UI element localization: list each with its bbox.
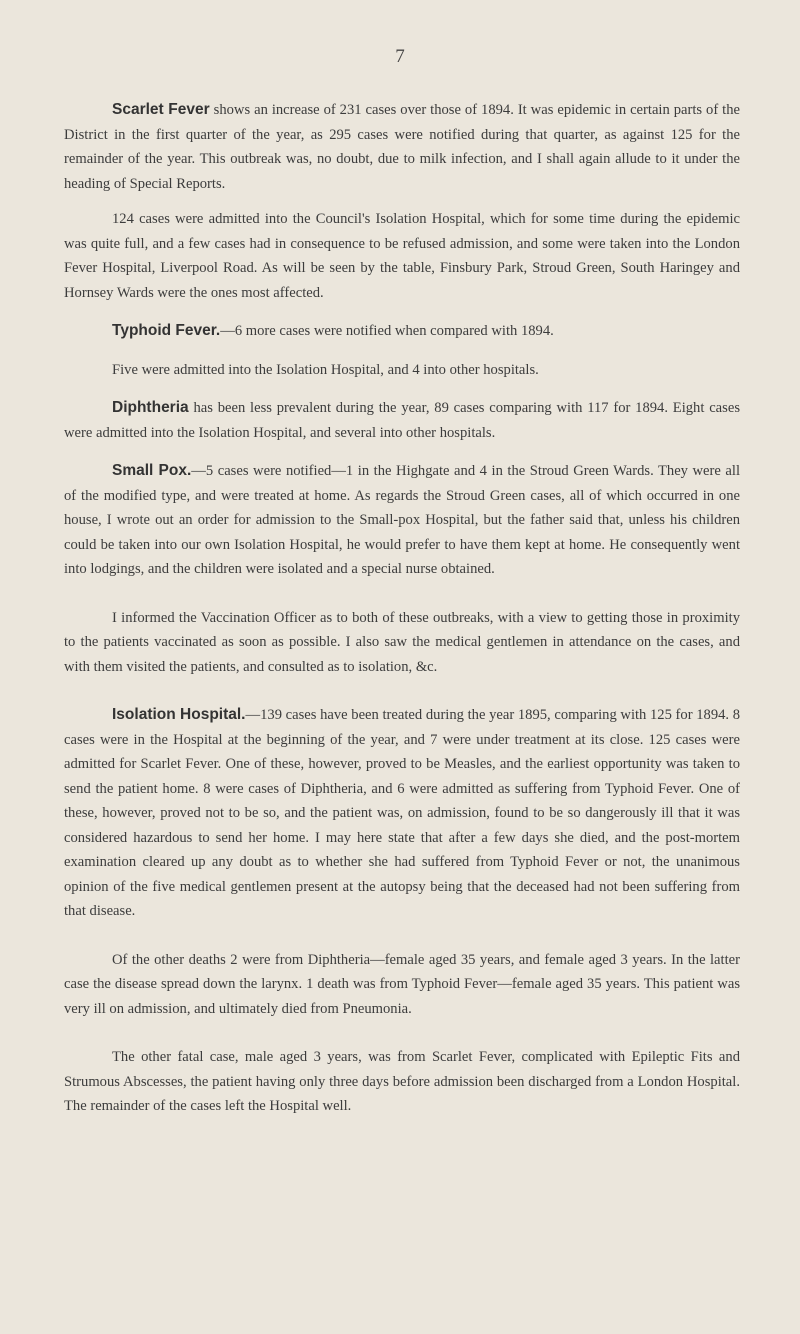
paragraph-text: Of the other deaths 2 were from Diphtheria—female aged 35 years, and female aged 3 years. In the latter case the disease spread down the larynx. 1 death was from Typhoid Fever—female aged 35 years. This patient was very ill on admission, and ultimately died from Pneumonia. [64, 951, 740, 1017]
paragraph-text: I informed the Vaccination Officer as to both of these outbreaks, with a view to getting those in proximity to the patients vaccinated as soon as possible. I also saw the medical gentlemen in attendance on the cases, and with them visited the patients, and consulted as to isolation, &c. [64, 609, 740, 675]
paragraph-text: The other fatal case, male aged 3 years, was from Scarlet Fever, complicated with Epileptic Fits and Strumous Abscesses, the patient having only three days before admission been discharged from a London Hospital. The remainder of the cases left the Hospital well. [64, 1049, 740, 1114]
paragraph-vaccination-officer [64, 606, 740, 680]
section-heading-scarlet-fever: Scarlet Fever [112, 101, 210, 118]
paragraph-scarlet-fever [64, 98, 740, 196]
paragraph-isolation-hospital [64, 703, 740, 924]
page-number: 7 [395, 46, 405, 67]
paragraph-isolation-admissions [64, 207, 740, 305]
section-heading-typhoid-fever: Typhoid Fever. [112, 322, 221, 339]
paragraph-text: shows an increase of 231 cases over those of 1894. It was epidemic in certain parts of the District in the first quarter of the year, as 295 cases were notified during that quarter, as against 125 for the remainder of the year. This outbreak was, no doubt, due to milk infection, and I shall again allude to it under the heading of Special Reports. [64, 102, 740, 192]
report-body [64, 98, 740, 1119]
paragraph-small-pox [64, 459, 740, 582]
paragraph-typhoid-fever [64, 319, 740, 344]
paragraph-typhoid-admissions [64, 358, 740, 383]
section-heading-isolation-hospital: Isolation Hospital. [112, 706, 246, 723]
paragraph-text: —139 cases have been treated during the year 1895, comparing with 125 for 1894. 8 cases were in the Hospital at the beginning of the year, and 7 were under treatment at its close. 125 cases were admitted for Scarlet Fever. One of these, however, proved to be Measles, and the earliest opportunity was taken to send the patient home. 8 were cases of Diphtheria, and 6 were admitted as suffering from Typhoid Fever. One of these, however, proved not to be so, and the patient was, on admission, found to be so dangerously ill that it was considered hazardous to send her home. I may here state that after a few days she died, and the post-mortem examination cleared up any doubt as to whether she had suffered from Typhoid Fever or not, the unanimous opinion of the five medical gentlemen present at the autopsy being that the deceased had not been suffering from that disease. [64, 707, 741, 919]
section-heading-small-pox: Small Pox. [112, 462, 192, 479]
paragraph-text: —6 more cases were notified when compared with 1894. [220, 323, 554, 339]
paragraph-other-deaths [64, 948, 740, 1022]
paragraph-text: Five were admitted into the Isolation Hospital, and 4 into other hospitals. [112, 361, 539, 378]
paragraph-text: 124 cases were admitted into the Council's Isolation Hospital, which for some time during the epidemic was quite full, and a few cases had in consequence to be refused admission, and some were taken into the London Fever Hospital, Liverpool Road. As will be seen by the table, Finsbury Park, Stroud Green, South Haringey and Hornsey Wards were the ones most affected. [64, 211, 740, 301]
paragraph-text: —5 cases were notified—1 in the Highgate and 4 in the Stroud Green Wards. They were all of the modified type, and were treated at home. As regards the Stroud Green cases, all of which occurred in one house, I wrote out an order for admission to the Small-pox Hospital, but the father said that, unless his children could be taken into our own Isolation Hospital, he would prefer to have them kept at home. He consequently went into lodgings, and the children were isolated and a special nurse obtained. [64, 463, 740, 577]
paragraph-text: has been less prevalent during the year, 89 cases comparing with 117 for 1894. Eight cases were admitted into the Isolation Hospital, and several into other hospitals. [64, 400, 740, 441]
section-heading-diphtheria: Diphtheria [112, 399, 189, 416]
paragraph-diphtheria [64, 396, 740, 445]
paragraph-fatal-case [64, 1045, 740, 1119]
